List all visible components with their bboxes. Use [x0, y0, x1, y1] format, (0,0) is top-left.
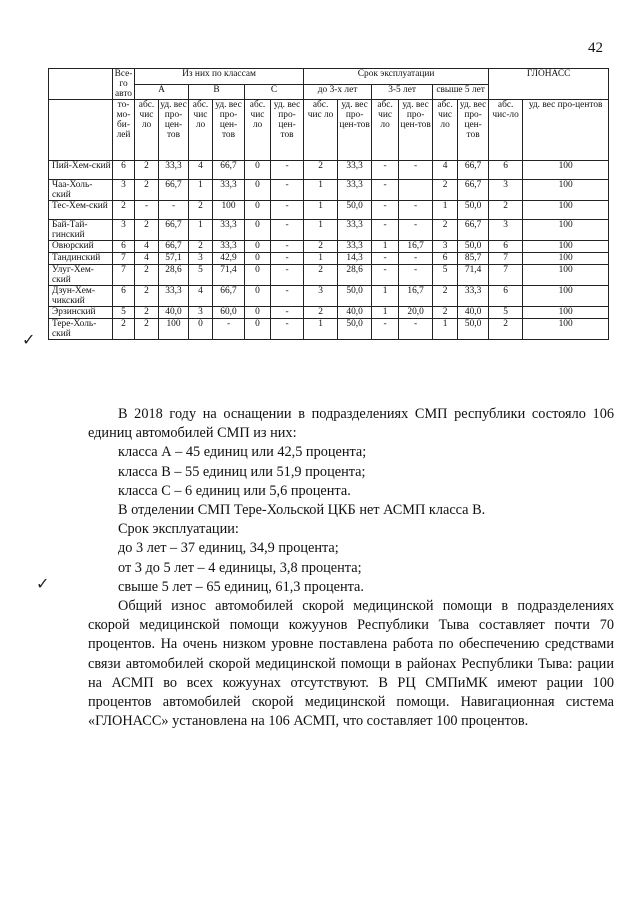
table-cell: 66,7: [458, 161, 489, 180]
table-cell: 2: [135, 220, 159, 241]
header-by-class: Из них по классам: [135, 69, 304, 85]
list-item-class-c: класса С – 6 единиц или 5,6 процента.: [118, 482, 351, 499]
table-cell: 50,0: [338, 286, 372, 307]
region-name-cell: Тес-Хем-ский: [49, 201, 113, 220]
table-cell: 100: [523, 253, 609, 265]
table-cell: 4: [189, 161, 213, 180]
table-cell: -: [372, 220, 399, 241]
table-cell: -: [399, 161, 433, 180]
table-cell: 2: [433, 307, 458, 319]
table-cell: -: [372, 253, 399, 265]
vehicles-table: [48, 68, 609, 340]
table-cell: 6: [433, 253, 458, 265]
table-cell: 2: [304, 161, 338, 180]
table-cell: 66,7: [159, 241, 189, 253]
table-cell: 5: [189, 265, 213, 286]
table-cell: 60,0: [213, 307, 245, 319]
table-cell: 100: [159, 319, 189, 340]
table-cell: 2: [135, 161, 159, 180]
table-cell: -: [399, 319, 433, 340]
sub-header-total: то-мо-би-лей: [113, 100, 135, 161]
corner-cell: [49, 69, 113, 100]
region-name-cell: Тандинский: [49, 253, 113, 265]
list-item-class-a: класса А – 45 единиц или 42,5 процента;: [118, 444, 367, 461]
table-cell: -: [271, 265, 304, 286]
table-row: [49, 286, 609, 307]
table-cell: 4: [189, 286, 213, 307]
table-cell: 7: [113, 265, 135, 286]
table-cell: 6: [113, 161, 135, 180]
sub-header-abs: абс. чис ло: [304, 100, 338, 161]
table-cell: 71,4: [458, 265, 489, 286]
table-cell: 1: [372, 307, 399, 319]
table-cell: 57,1: [159, 253, 189, 265]
table-cell: 100: [523, 307, 609, 319]
header-class-c: С: [245, 84, 304, 100]
table-cell: 2: [189, 241, 213, 253]
table-cell: 6: [489, 286, 523, 307]
table-cell: 7: [489, 265, 523, 286]
margin-check-mark: ✓: [22, 332, 36, 349]
table-cell: 0: [189, 319, 213, 340]
table-cell: 85,7: [458, 253, 489, 265]
table-cell: 4: [135, 253, 159, 265]
sub-header-share: уд. вес про-цен-тов: [213, 100, 245, 161]
table-cell: 2: [135, 319, 159, 340]
table-row: [49, 241, 609, 253]
table-cell: 66,7: [458, 220, 489, 241]
table-cell: 2: [304, 307, 338, 319]
region-name-cell: Эрзинский: [49, 307, 113, 319]
table-cell: 71,4: [213, 265, 245, 286]
table-row: [49, 201, 609, 220]
table-cell: 1: [189, 220, 213, 241]
table-cell: 66,7: [159, 180, 189, 201]
sub-header-abs: абс. чис ло: [372, 100, 399, 161]
table-cell: 0: [245, 241, 271, 253]
table-cell: 42,9: [213, 253, 245, 265]
table-cell: 33,3: [213, 220, 245, 241]
table-cell: 0: [245, 265, 271, 286]
region-name-cell: Дзун-Хем-чикский: [49, 286, 113, 307]
table-cell: -: [372, 161, 399, 180]
table-cell: 2: [433, 220, 458, 241]
table-cell: 100: [523, 241, 609, 253]
header-glonass: ГЛОНАСС: [489, 69, 609, 100]
table-row: [49, 180, 609, 201]
header-total: Все-го авто: [113, 69, 135, 100]
table-cell: 0: [245, 286, 271, 307]
sub-header-abs: абс. чис ло: [433, 100, 458, 161]
table-cell: 33,3: [159, 161, 189, 180]
table-cell: 2: [304, 241, 338, 253]
table-cell: -: [271, 286, 304, 307]
table-cell: 1: [304, 319, 338, 340]
table-cell: 2: [113, 201, 135, 220]
table-cell: -: [372, 180, 399, 201]
table-cell: 1: [304, 253, 338, 265]
sub-header-share: уд. вес про-цен-тов: [399, 100, 433, 161]
table-cell: -: [399, 220, 433, 241]
table-row: [49, 253, 609, 265]
header-row-3: [49, 100, 609, 161]
table-cell: 50,0: [458, 319, 489, 340]
table-cell: -: [399, 201, 433, 220]
table-cell: -: [372, 319, 399, 340]
table-cell: 2: [135, 307, 159, 319]
table-cell: 100: [523, 319, 609, 340]
table-cell: 66,7: [213, 161, 245, 180]
header-row-1: [49, 69, 609, 85]
table-cell: -: [159, 201, 189, 220]
table-cell: 7: [113, 253, 135, 265]
service-life-title: Срок эксплуатации:: [118, 521, 239, 538]
margin-check-mark: ✓: [36, 576, 50, 593]
table-cell: 0: [245, 161, 271, 180]
table-cell: 2: [433, 286, 458, 307]
header-service-life: Срок эксплуатации: [304, 69, 489, 85]
header-up-to-3: до 3-х лет: [304, 84, 372, 100]
region-name-cell: Пий-Хем-ский: [49, 161, 113, 180]
table-cell: 66,7: [213, 286, 245, 307]
table-cell: 0: [245, 253, 271, 265]
region-name-cell: Овюрский: [49, 241, 113, 253]
table-cell: 2: [304, 265, 338, 286]
table-cell: 100: [523, 265, 609, 286]
table-cell: 1: [433, 319, 458, 340]
table-cell: 7: [489, 253, 523, 265]
table-cell: 0: [245, 319, 271, 340]
header-class-b: В: [189, 84, 245, 100]
table-cell: 3: [304, 286, 338, 307]
table-cell: 3: [489, 220, 523, 241]
table-cell: 33,3: [338, 161, 372, 180]
header-class-a: А: [135, 84, 189, 100]
table-cell: -: [372, 265, 399, 286]
list-item-life-1: до 3 лет – 37 единиц, 34,9 процента;: [118, 540, 339, 557]
sub-header-abs: абс. чис ло: [189, 100, 213, 161]
table-cell: 50,0: [338, 201, 372, 220]
sub-header-empty: [49, 100, 113, 161]
region-name-cell: Улуг-Хем-ский: [49, 265, 113, 286]
table-cell: 2: [489, 319, 523, 340]
table-cell: 1: [189, 180, 213, 201]
table-cell: 2: [113, 319, 135, 340]
table-cell: -: [271, 201, 304, 220]
table-cell: 2: [189, 201, 213, 220]
table-cell: 3: [189, 307, 213, 319]
sub-header-glonass-abs: абс. чис-ло: [489, 100, 523, 161]
table-cell: 2: [135, 286, 159, 307]
table-cell: -: [399, 265, 433, 286]
table-cell: 33,3: [213, 241, 245, 253]
table-cell: 1: [433, 201, 458, 220]
table-cell: 2: [135, 180, 159, 201]
table-cell: -: [135, 201, 159, 220]
table-cell: 100: [523, 286, 609, 307]
sub-header-share: уд. вес про-цен-тов: [338, 100, 372, 161]
table-body: [49, 161, 609, 340]
table-cell: 0: [245, 220, 271, 241]
table-cell: 100: [523, 201, 609, 220]
paragraph-tere-khol: В отделении СМП Тере-Хольской ЦКБ нет АСМП класса В.: [118, 502, 486, 519]
table-cell: -: [271, 307, 304, 319]
paragraph-wear: Общий износ автомобилей скорой медицинской помощи в подразделениях скорой медицинской помощи кожуунов Республики Тыва составляет почти 70 процентов. На очень низком уровне поставлена работа по обеспечению средствами связи автомобилей скорой медицинской помощи в районах Республики Тыва: рации на АСМП во всех кожуунах отсутствуют. В РЦ СМПиМК имеют рации 100 процентов автомобилей скорой медицинской помощи. Навигационная система «ГЛОНАСС» установлена на 106 АСМП, что составляет 100 процентов.: [88, 598, 614, 730]
list-item-life-3: свыше 5 лет – 65 единиц, 61,3 процента.: [118, 578, 364, 595]
table-cell: 33,3: [213, 180, 245, 201]
table-cell: 1: [372, 286, 399, 307]
paragraph-fleet: В 2018 году на оснащении в подразделениях СМП республики состояло 106 единиц автомобилей СМП из них:: [88, 406, 614, 442]
region-name-cell: Чаа-Холь-ский: [49, 180, 113, 201]
sub-header-share: уд. вес про-цен-тов: [159, 100, 189, 161]
table-cell: [399, 180, 433, 201]
table-cell: 5: [113, 307, 135, 319]
table-row: [49, 265, 609, 286]
region-name-cell: Тере-Холь-ский: [49, 319, 113, 340]
table-cell: 3: [189, 253, 213, 265]
table-cell: 2: [135, 265, 159, 286]
table-cell: 5: [433, 265, 458, 286]
table-cell: 5: [489, 307, 523, 319]
table-cell: 50,0: [458, 241, 489, 253]
list-item-life-2: от 3 до 5 лет – 4 единицы, 3,8 процента;: [118, 559, 362, 576]
table-cell: -: [271, 161, 304, 180]
table-cell: 100: [523, 180, 609, 201]
page-number: 42: [588, 40, 603, 56]
table-cell: 1: [304, 201, 338, 220]
table-cell: 100: [523, 161, 609, 180]
table-cell: 1: [304, 180, 338, 201]
sub-header-share: уд. вес про-цен-тов: [271, 100, 304, 161]
table-cell: 40,0: [159, 307, 189, 319]
body-text: [88, 405, 614, 731]
table-cell: 3: [489, 180, 523, 201]
table-cell: 16,7: [399, 286, 433, 307]
table-cell: 0: [245, 201, 271, 220]
table-cell: 0: [245, 307, 271, 319]
table-cell: 16,7: [399, 241, 433, 253]
table-cell: -: [271, 241, 304, 253]
sub-header-abs: абс. чис ло: [135, 100, 159, 161]
table-row: [49, 307, 609, 319]
table-cell: 50,0: [338, 319, 372, 340]
table-cell: 3: [113, 180, 135, 201]
table-cell: -: [271, 319, 304, 340]
table-cell: -: [271, 220, 304, 241]
header-over-5: свыше 5 лет: [433, 84, 489, 100]
table-cell: 33,3: [458, 286, 489, 307]
table-cell: 40,0: [458, 307, 489, 319]
table-cell: 4: [135, 241, 159, 253]
table-cell: 1: [304, 220, 338, 241]
header-3-to-5: 3-5 лет: [372, 84, 433, 100]
table-cell: 3: [113, 220, 135, 241]
table-cell: 100: [213, 201, 245, 220]
table-cell: 33,3: [159, 286, 189, 307]
table-cell: 0: [245, 180, 271, 201]
table-cell: 1: [372, 241, 399, 253]
table-cell: 2: [433, 180, 458, 201]
region-name-cell: Бай-Тай-гинский: [49, 220, 113, 241]
table-cell: 6: [489, 161, 523, 180]
table-cell: 6: [113, 286, 135, 307]
sub-header-share: уд. вес про-цен-тов: [458, 100, 489, 161]
table-cell: 33,3: [338, 220, 372, 241]
table-row: [49, 220, 609, 241]
table-cell: -: [399, 253, 433, 265]
table-cell: -: [372, 201, 399, 220]
table-cell: 100: [523, 220, 609, 241]
table-cell: 66,7: [458, 180, 489, 201]
table-cell: -: [271, 180, 304, 201]
list-item-class-b: класса В – 55 единиц или 51,9 процента;: [118, 463, 366, 480]
table-cell: -: [271, 253, 304, 265]
table-cell: 6: [489, 241, 523, 253]
table-cell: 33,3: [338, 241, 372, 253]
table-cell: 20,0: [399, 307, 433, 319]
sub-header-abs: абс. чис ло: [245, 100, 271, 161]
table-row: [49, 161, 609, 180]
table-cell: 28,6: [338, 265, 372, 286]
sub-header-glonass-share: уд. вес про-центов: [523, 100, 609, 161]
table-cell: 4: [433, 161, 458, 180]
table-cell: -: [213, 319, 245, 340]
table-cell: 2: [489, 201, 523, 220]
table-cell: 66,7: [159, 220, 189, 241]
table-cell: 50,0: [458, 201, 489, 220]
table-cell: 6: [113, 241, 135, 253]
table-cell: 28,6: [159, 265, 189, 286]
table-cell: 14,3: [338, 253, 372, 265]
table-cell: 40,0: [338, 307, 372, 319]
table-row: [49, 319, 609, 340]
table-cell: 3: [433, 241, 458, 253]
table-cell: 33,3: [338, 180, 372, 201]
